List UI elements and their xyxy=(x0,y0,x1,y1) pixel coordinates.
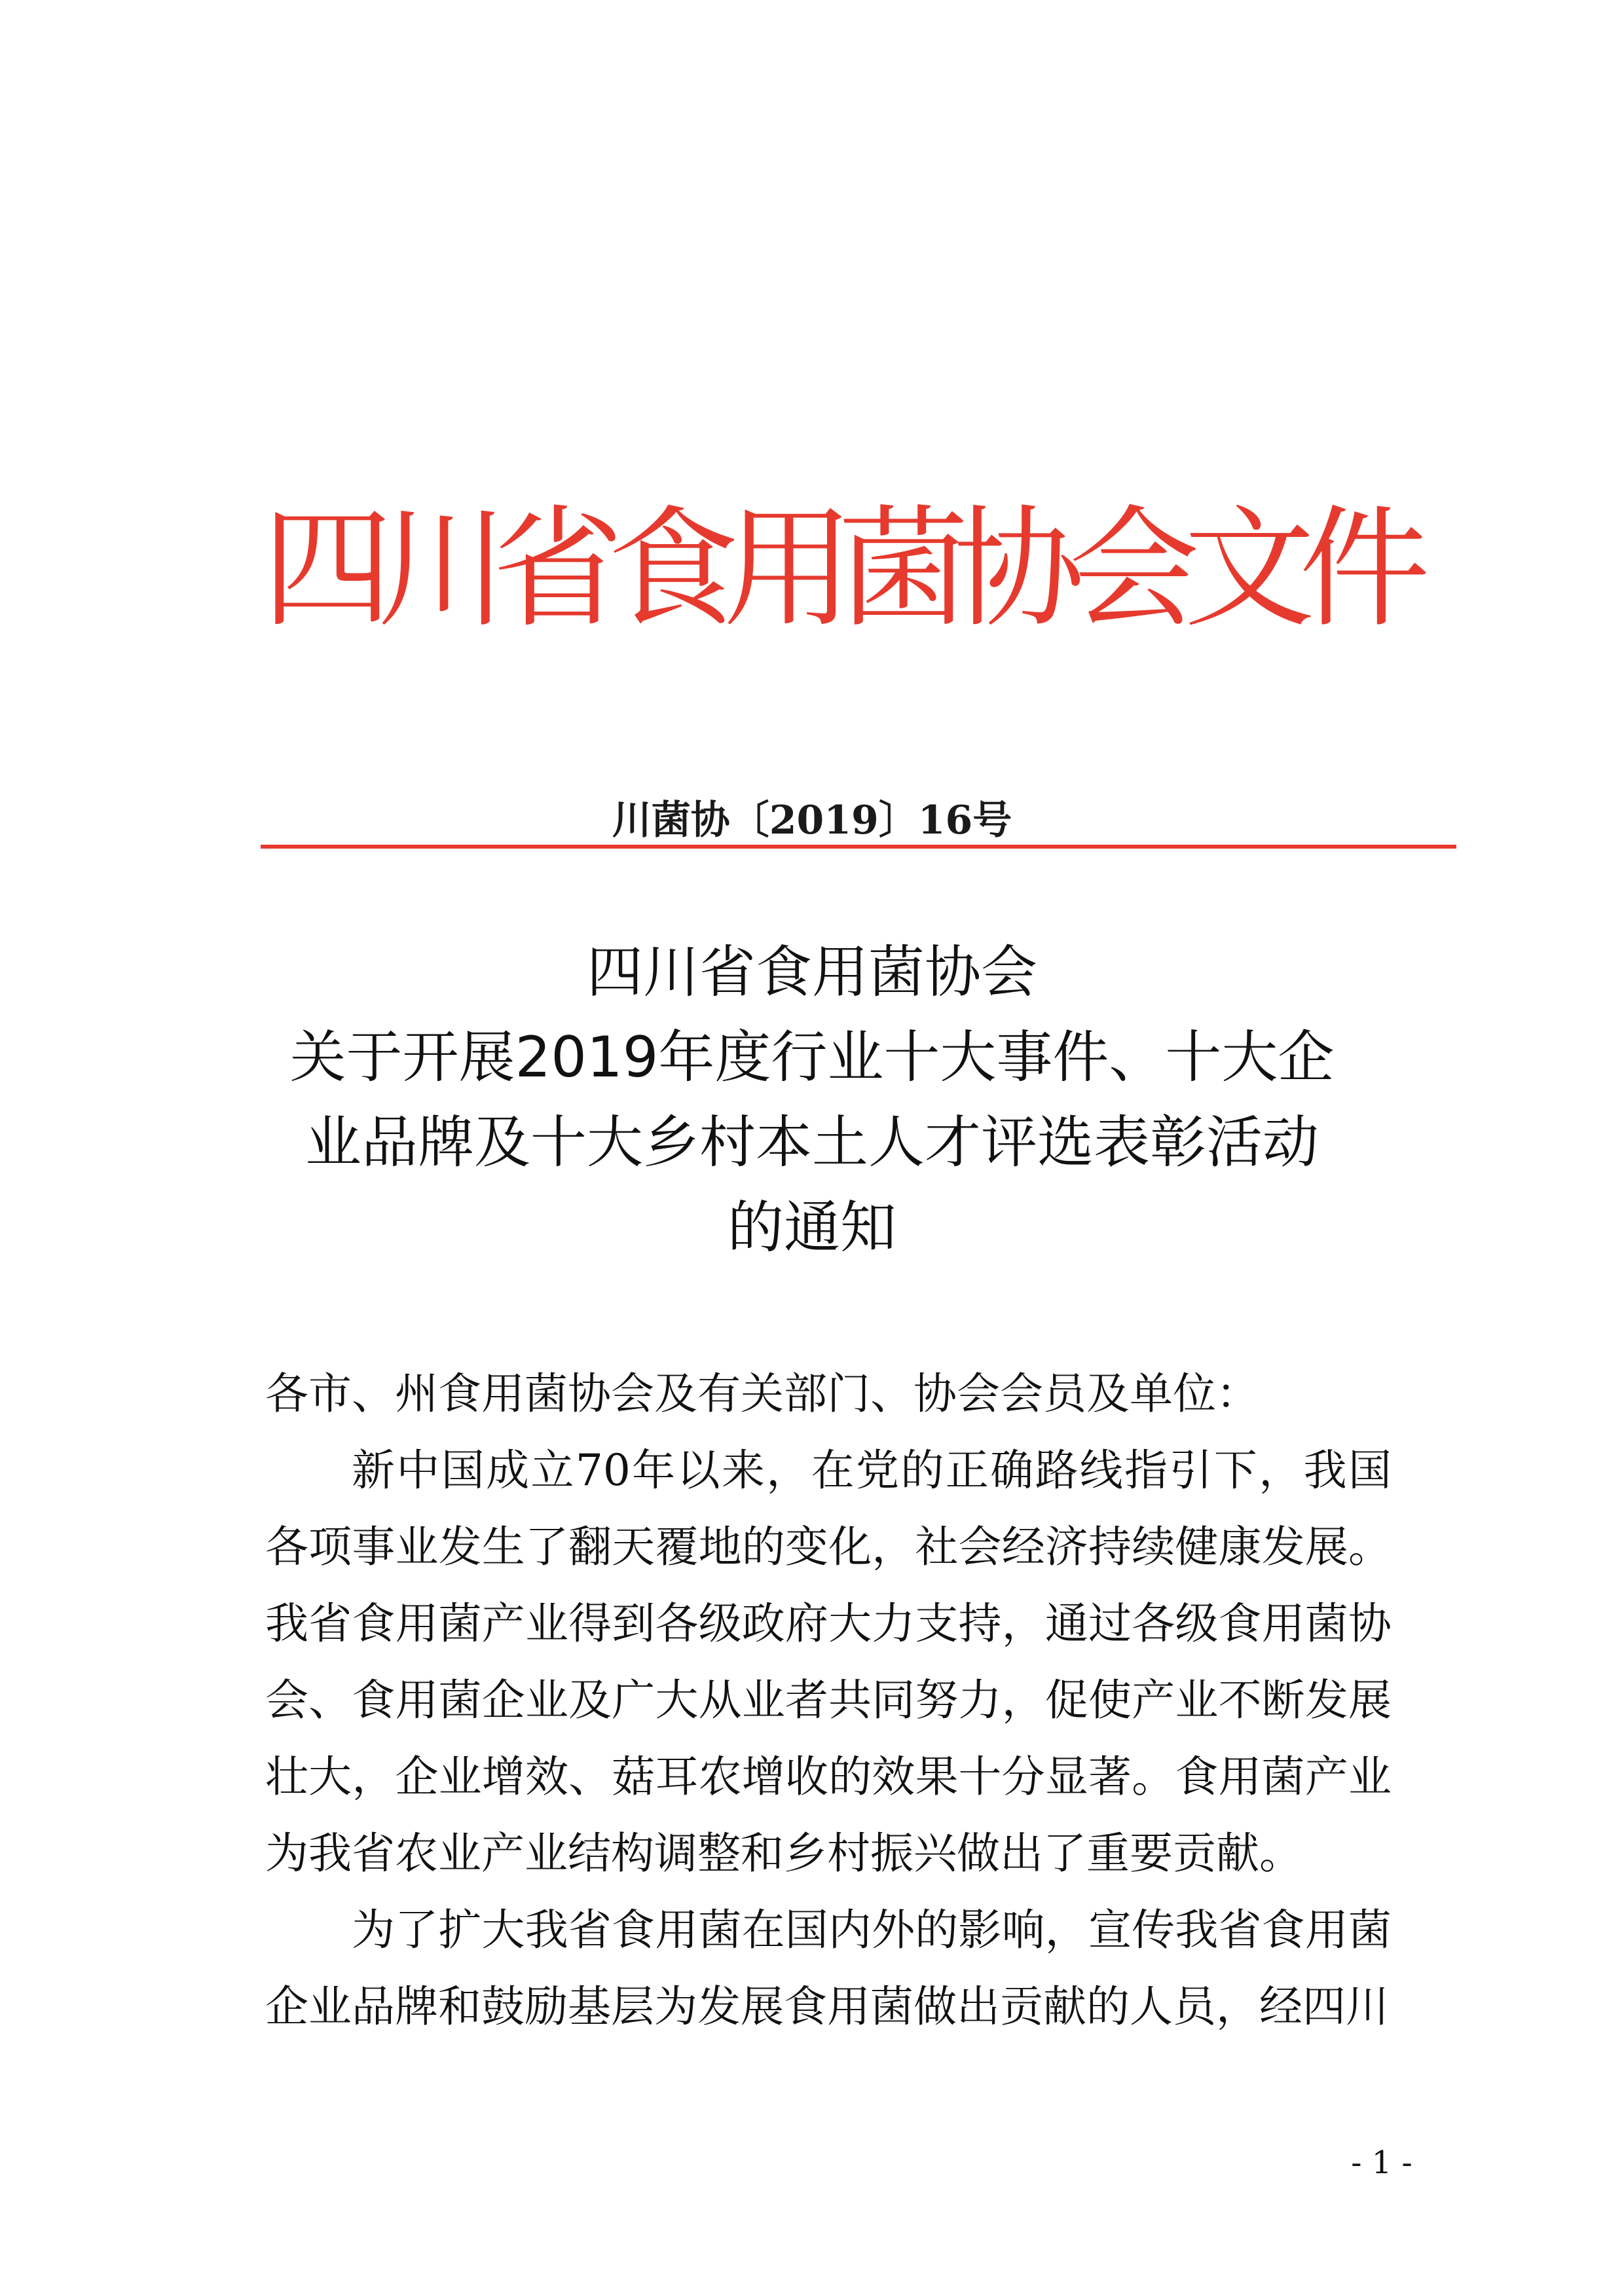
notice-title-line: 关于开展2019年度行业十大事件、十大企 xyxy=(289,1025,1335,1090)
notice-title-line: 业品牌及十大乡村本土人才评选表彰活动 xyxy=(305,1110,1319,1175)
header-char: 食 xyxy=(608,493,739,646)
header-char: 川 xyxy=(377,493,509,646)
header-char: 省 xyxy=(492,493,624,646)
header-char: 文 xyxy=(1184,493,1316,646)
document-number: 川菌协〔2019〕16号 xyxy=(612,798,1012,843)
body-paragraph: 为了扩大我省食用菌在国内外的影响，宣传我省食用菌企业品牌和鼓励基层为发展食用菌做出贡献的人员，经四川 xyxy=(265,1905,1392,2032)
header-char: 四 xyxy=(262,493,394,646)
notice-title-line: 的通知 xyxy=(728,1195,896,1260)
header-char: 菌 xyxy=(838,493,970,646)
red-header-title xyxy=(262,481,1431,658)
notice-body xyxy=(265,1355,1392,2045)
page-number: - 1 - xyxy=(1351,2144,1412,2181)
body-paragraph: 新中国成立70年以来，在党的正确路线指引下，我国各项事业发生了翻天覆地的变化，社会经济持续健康发展。我省食用菌产业得到各级政府大力支持，通过各级食用菌协会、食用菌企业及广大从业者共同努力，促使产业不断发展壮大，企业增效、菇耳农增收的效果十分显著。食用菌产业为我省农业产业结构调整和乡村振兴做出了重要贡献。 xyxy=(265,1445,1392,1879)
header-char: 会 xyxy=(1069,493,1200,646)
header-char: 件 xyxy=(1299,493,1431,646)
red-divider-line xyxy=(261,845,1456,849)
notice-title-line: 四川省食用菌协会 xyxy=(587,940,1037,1005)
salutation: 各市、州食用菌协会及有关部门、协会会员及单位： xyxy=(265,1368,1259,1419)
header-char: 用 xyxy=(723,493,855,646)
notice-title xyxy=(0,930,1624,1270)
header-char: 协 xyxy=(953,493,1085,646)
